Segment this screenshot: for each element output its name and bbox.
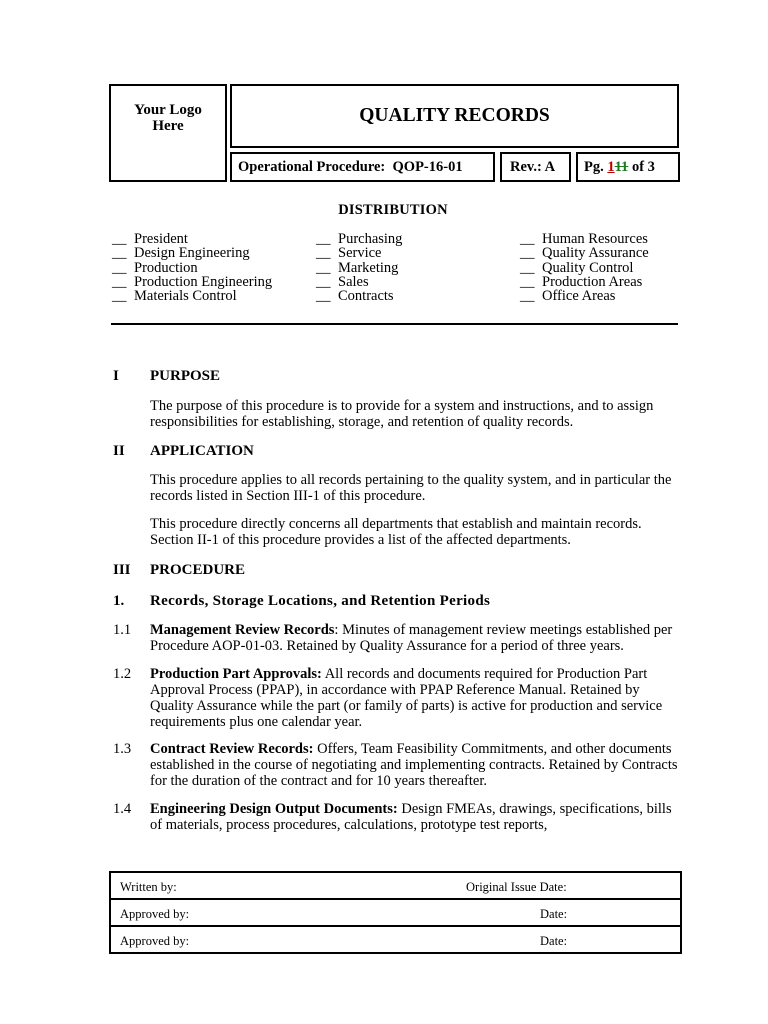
item-text: Minutes of management review meetings established per Procedure AOP-01-03. Retained by Quality Assurance for a period of three years.: [150, 622, 673, 654]
section-number-1: I: [113, 368, 119, 384]
item-text: All records and documents required for Production Part Approval Process (PPAP), in accordance with PPAP Reference Manual. Retained by Quality Assurance while the part (or family of parts) is active for production and service requirements plus one calendar year.: [150, 666, 663, 730]
checkbox-blank: __: [316, 245, 331, 262]
distribution-item: [316, 261, 402, 275]
item-title: Management Review Records: [150, 622, 335, 638]
distribution-label: Production: [134, 259, 198, 276]
item-paragraph-1-2: [150, 666, 682, 730]
page-number-new: 1: [607, 158, 615, 175]
item-paragraph-1-4: [150, 801, 682, 833]
approval-row: [111, 900, 680, 927]
checkbox-blank: __: [316, 288, 331, 305]
distribution-label: Design Engineering: [134, 245, 250, 262]
distribution-item: [316, 246, 402, 260]
distribution-item: [520, 246, 649, 260]
item-paragraph-1-3: [150, 741, 682, 789]
approved-by-label: Approved by:: [120, 907, 190, 921]
original-issue-date-label: Original Issue Date:: [466, 880, 567, 894]
item-number: 1.1: [113, 622, 132, 638]
distribution-column-3: [520, 232, 649, 303]
distribution-label: Quality Control: [542, 259, 634, 276]
subsection-title: Records, Storage Locations, and Retention Periods: [150, 593, 491, 609]
page-prefix: Pg.: [584, 158, 604, 175]
checkbox-blank: __: [520, 245, 535, 262]
distribution-label: Sales: [338, 273, 369, 290]
approval-row: [111, 873, 680, 900]
item-title: Contract Review Records:: [150, 741, 314, 757]
checkbox-blank: __: [112, 288, 127, 305]
distribution-item: [520, 261, 649, 275]
revision-box: Rev.: A: [500, 152, 571, 182]
item-separator: :: [334, 622, 339, 638]
distribution-item: [112, 261, 272, 275]
distribution-item: [112, 246, 272, 260]
section-title-procedure: PROCEDURE: [150, 562, 246, 578]
logo-text-line2: Here: [152, 118, 184, 134]
distribution-item: [112, 232, 272, 246]
section-divider: [111, 323, 678, 325]
distribution-label: Contracts: [338, 288, 394, 305]
item-paragraph-1-1: [150, 622, 682, 654]
distribution-item: [520, 232, 649, 246]
item-text: Offers, Team Feasibility Commitments, and other documents established in the course of negotiating and implementing contracts. Retained by Contracts for the duration of the contract and for 10 years thereafter.: [150, 741, 678, 789]
item-title: Engineering Design Output Documents:: [150, 801, 398, 817]
distribution-label: Office Areas: [542, 288, 616, 305]
application-paragraph-1: This procedure applies to all records pertaining to the quality system, and in particular the records listed in Section III-1 of this procedure.: [150, 472, 672, 504]
distribution-label: Production Areas: [542, 273, 643, 290]
operational-procedure-box: [230, 152, 495, 182]
distribution-column-1: [112, 232, 272, 303]
subsection-number: 1.: [113, 593, 125, 609]
section-number-3: III: [113, 562, 131, 578]
checkbox-blank: __: [520, 231, 535, 247]
distribution-label: Quality Assurance: [542, 245, 649, 262]
application-paragraph-2: This procedure directly concerns all departments that establish and maintain records. Section II-1 of this procedure provides a list of the affected departments.: [150, 516, 642, 548]
item-number: 1.3: [113, 741, 132, 757]
logo-placeholder: [109, 84, 227, 182]
document-title: QUALITY RECORDS: [230, 84, 679, 148]
date-label: Date:: [540, 907, 568, 921]
op-label: Operational Procedure:: [238, 158, 386, 175]
distribution-item: [520, 275, 649, 289]
section-title-purpose: PURPOSE: [150, 368, 221, 384]
distribution-item: [112, 275, 272, 289]
distribution-item: [316, 232, 402, 246]
page-number-old: 11: [614, 158, 629, 175]
distribution-item: [520, 289, 649, 303]
distribution-item: [316, 289, 402, 303]
item-number: 1.4: [113, 801, 132, 817]
item-title: Production Part Approvals:: [150, 666, 322, 682]
distribution-item: [316, 275, 402, 289]
item-number: 1.2: [113, 666, 132, 682]
distribution-label: Human Resources: [542, 231, 648, 247]
op-number: QOP-16-01: [392, 158, 463, 175]
distribution-column-2: [316, 232, 402, 303]
date-label: Date:: [540, 934, 568, 948]
approved-by-label: Approved by:: [120, 934, 190, 948]
approval-row: [111, 927, 680, 954]
checkbox-blank: __: [520, 273, 535, 290]
checkbox-blank: __: [112, 231, 127, 247]
distribution-label: Purchasing: [338, 231, 403, 247]
distribution-heading: DISTRIBUTION: [338, 202, 448, 218]
checkbox-blank: __: [316, 273, 331, 290]
purpose-paragraph: The purpose of this procedure is to provide for a system and instructions, and to assign responsibilities for establishing, storage, and retention of quality records.: [150, 398, 654, 430]
approval-table: [109, 871, 682, 954]
distribution-label: Service: [338, 245, 382, 262]
checkbox-blank: __: [520, 288, 535, 305]
page-number-box: [576, 152, 680, 182]
item-text: Design FMEAs, drawings, specifications, bills of materials, process procedures, calculations, prototype test reports,: [150, 801, 672, 833]
page-suffix: of 3: [631, 158, 655, 175]
checkbox-blank: __: [316, 259, 331, 276]
logo-text-line1: Your Logo: [134, 102, 202, 118]
distribution-item: [112, 289, 272, 303]
checkbox-blank: __: [112, 259, 127, 276]
distribution-label: Marketing: [338, 259, 399, 276]
written-by-label: Written by:: [120, 880, 177, 894]
checkbox-blank: __: [520, 259, 535, 276]
checkbox-blank: __: [316, 231, 331, 247]
section-number-2: II: [113, 443, 125, 459]
distribution-label: Production Engineering: [134, 273, 273, 290]
section-title-application: APPLICATION: [150, 443, 254, 459]
distribution-label: Materials Control: [134, 288, 237, 305]
checkbox-blank: __: [112, 273, 127, 290]
checkbox-blank: __: [112, 245, 127, 262]
distribution-label: President: [134, 231, 188, 247]
